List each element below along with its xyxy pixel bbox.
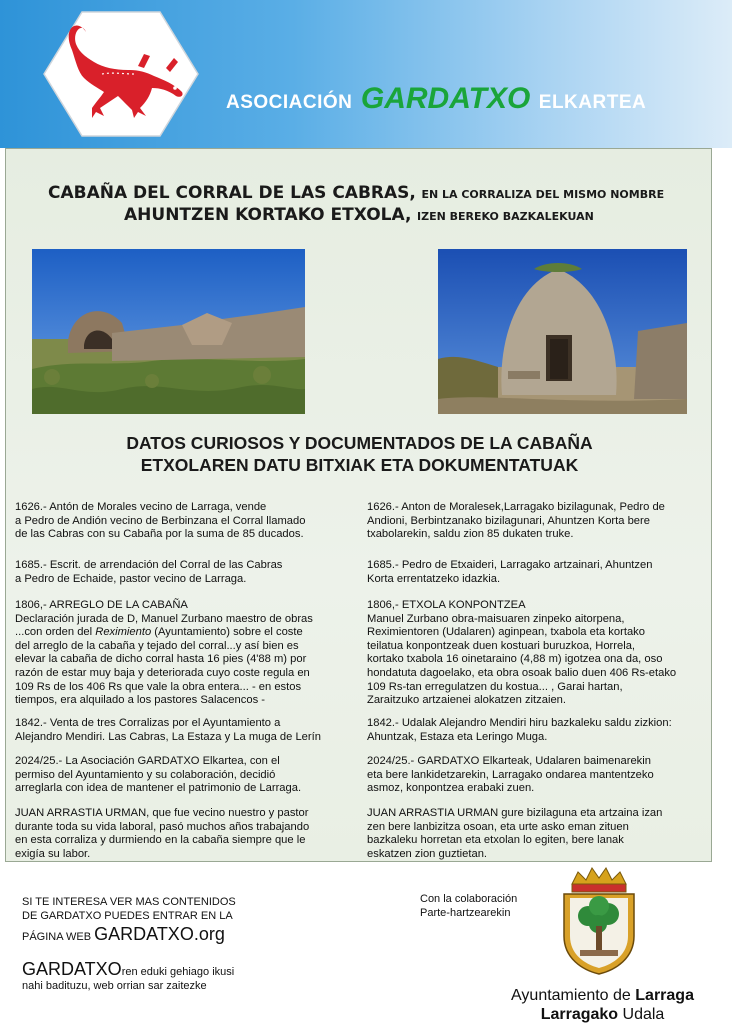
footer-web-line [22, 924, 225, 945]
text-line: eskatzen zion guztietan. [367, 847, 488, 860]
hut-photo [438, 249, 687, 414]
text-line: de las Cabras con su Cabaña por la suma de 85 ducados. [15, 528, 304, 541]
text-line: bazkaleku horretan eta etxolan lo egiten, bere lanak [367, 834, 624, 847]
text-line: Alejandro Mendiri. Las Cabras, La Estaza y La muga de Lerín [15, 730, 321, 743]
text-line: Ahuntzak, Estaza eta Leringo Muga. [367, 730, 548, 743]
text-line: 1685.- Escrit. de arrendación del Corral de las Cabras [15, 559, 283, 571]
text-line: zen bere lanbizitza osoan, eta urte asko eman zituen [367, 820, 629, 833]
text-bold: Larragako [540, 1006, 619, 1023]
text-line: 1842.- Venta de tres Corralizas por el Ayuntamiento a [15, 717, 281, 729]
entry-1842-eu [367, 717, 707, 744]
header-gardatxo: GARDATXO [360, 82, 531, 115]
entry-1685-eu [367, 559, 707, 586]
text-italic: Reximiento [95, 626, 152, 639]
text-line: 2024/25.- GARDATXO Elkarteak, Udalaren baimenarekin [367, 755, 651, 767]
text-line: Manuel Zurbano obra-maisuaren zinpeko aitorpena, [367, 612, 625, 625]
text-line: 1626.- Antón de Morales vecino de Larraga, vende [15, 501, 267, 513]
footer-es-text [22, 895, 282, 923]
red-lizard-icon [42, 10, 200, 138]
text-line: txabolarekin, saldu zion 85 dukaten truke. [367, 528, 574, 541]
corral-photo [32, 249, 305, 414]
page-title-es [48, 183, 664, 203]
larraga-coat-of-arms-icon [558, 866, 640, 976]
text-line: a Pedro de Echaide, pastor vecino de Larraga. [15, 572, 247, 585]
web-prefix: PÁGINA WEB [22, 931, 92, 943]
page-title-eu-sub: IZEN BEREKO BAZKALEKUAN [417, 210, 594, 223]
text-line: eta bere lankidetzarekin, Larragako ondarea mantentzeko [367, 768, 654, 781]
header-banner [0, 0, 732, 148]
text-span: Ayuntamiento de [511, 987, 636, 1004]
text-line: JUAN ARRASTIA URMAN gure bizilaguna eta artzaina izan [367, 807, 663, 819]
website-link[interactable]: GARDATXO.org [94, 924, 225, 944]
text-span: ren eduki gehiago ikusi [121, 966, 235, 978]
text-line: durante toda su vida laboral, pasó muchos años trabajando [15, 820, 310, 833]
header-title [226, 82, 646, 116]
entry-2024-eu [367, 755, 707, 796]
text-line: Zaraitzuko artzaienei alokatzen zitzaien. [367, 694, 566, 707]
text-line: asmoz, konpontzea erabaki zuen. [367, 782, 535, 795]
text-line: 1685.- Pedro de Etxaideri, Larragako artzainari, Ahuntzen [367, 559, 653, 571]
entry-1842-es [15, 717, 361, 744]
text-line: permiso del Ayuntamiento y su colaboración, decidió [15, 768, 276, 781]
entry-1806-es [15, 599, 361, 708]
text-line: en esta corraliza y durmiendo en la cabaña siempre que le [15, 834, 306, 847]
text-line: tiempos, era alquilado a los pastores Salacencos - [15, 694, 265, 707]
content-panel [5, 148, 712, 862]
entry-1626-es [15, 501, 361, 542]
text-line: Andioni, Berbintzanako bizilagunari, Ahuntzen Korta bere [367, 514, 650, 527]
header-elkartea: ELKARTEA [538, 92, 647, 113]
entry-juan-es [15, 807, 361, 861]
page-title-es-main: CABAÑA DEL CORRAL DE LAS CABRAS, [48, 183, 416, 203]
text-span: (Ayuntamiento) sobre el coste [151, 626, 303, 639]
text-line: Parte-hartzearekin [420, 907, 511, 919]
text-line: 109 Rs-tan erregulatzen du kostua... , Garai hartan, [367, 680, 623, 693]
text-line: 1626.- Anton de Moralesek,Larragako bizilagunak, Pedro de [367, 501, 665, 513]
text-line: Korta errentatzeko idazkia. [367, 572, 501, 585]
text-line: teilatua konpontzeak duen kostuari buruzkoa, Horrela, [367, 639, 636, 652]
text-line: kortako txabola 16 oinetaraino (4,88 m) igotzea ona da, oso [367, 653, 663, 666]
text-line [15, 626, 361, 640]
section-title-eu: ETXOLAREN DATU BITXIAK ETA DOKUMENTATUAK [140, 455, 579, 475]
text-line: arreglarla con idea de mantener el patrimonio de Larraga. [15, 782, 302, 795]
text-line: hondatuta dagoelako, eta obra osoak balio duen 406 Rs-etako [367, 666, 677, 679]
page-title-eu [124, 205, 594, 225]
text-line: exigía su labor. [15, 847, 91, 860]
text-line: a Pedro de Andión vecino de Berbinzana el Corral llamado [15, 514, 306, 527]
text-line: DE GARDATXO PUEDES ENTRAR EN LA [22, 910, 233, 922]
page-title-es-sub: EN LA CORRALIZA DEL MISMO NOMBRE [421, 188, 665, 201]
text-line: 2024/25.- La Asociación GARDATXO Elkartea, con el [15, 755, 280, 767]
text-line: 1842.- Udalak Alejandro Mendiri hiru bazkaleku saldu zizkion: [367, 717, 672, 729]
entry-2024-es [15, 755, 361, 796]
text-line: razón de estar muy baja y deteriorada cuyo coste regula en [15, 666, 310, 679]
text-line: SI TE INTERESA VER MAS CONTENIDOS [22, 896, 236, 908]
text-bold: Larraga [635, 987, 694, 1004]
text-line: nahi badituzu, web orrian sar zaitezke [22, 980, 207, 992]
page-title-eu-main: AHUNTZEN KORTAKO ETXOLA, [124, 205, 412, 225]
text-line: 1806,- ARREGLO DE LA CABAÑA [15, 599, 188, 611]
text-line: Reximientoren (Udalaren) aginpean, txabola eta kortako [367, 626, 645, 639]
text-line: del arreglo de la cabaña y tejado del corral...y así bien es [15, 639, 299, 652]
entry-1685-es [15, 559, 361, 586]
text-line: 109 Rs de los 406 Rs que vale la obra entera... - en estos [15, 680, 302, 693]
footer-eu-text [22, 959, 235, 993]
text-line: elevar la cabaña de dicho corral hasta 16 pies (4'88 m) por [15, 653, 307, 666]
section-title-es: DATOS CURIOSOS Y DOCUMENTADOS DE LA CABAÑA [126, 433, 593, 453]
header-asociacion: ASOCIACIÓN [226, 92, 353, 113]
text-line: JUAN ARRASTIA URMAN, que fue vecino nuestro y pastor [15, 807, 309, 819]
text-span: Udala [618, 1006, 665, 1023]
entry-juan-eu [367, 807, 707, 861]
collaboration-label [420, 892, 517, 920]
entry-1626-eu [367, 501, 707, 542]
ayuntamiento-label [495, 986, 710, 1024]
text-line: 1806,- ETXOLA KONPONTZEA [367, 599, 526, 611]
footer-eu-brand: GARDATXO [22, 959, 122, 979]
text-line: Declaración jurada de D, Manuel Zurbano maestro de obras [15, 612, 313, 625]
text-span: ...con orden del [15, 626, 96, 639]
text-line: Con la colaboración [420, 893, 518, 905]
entry-1806-eu [367, 599, 707, 708]
